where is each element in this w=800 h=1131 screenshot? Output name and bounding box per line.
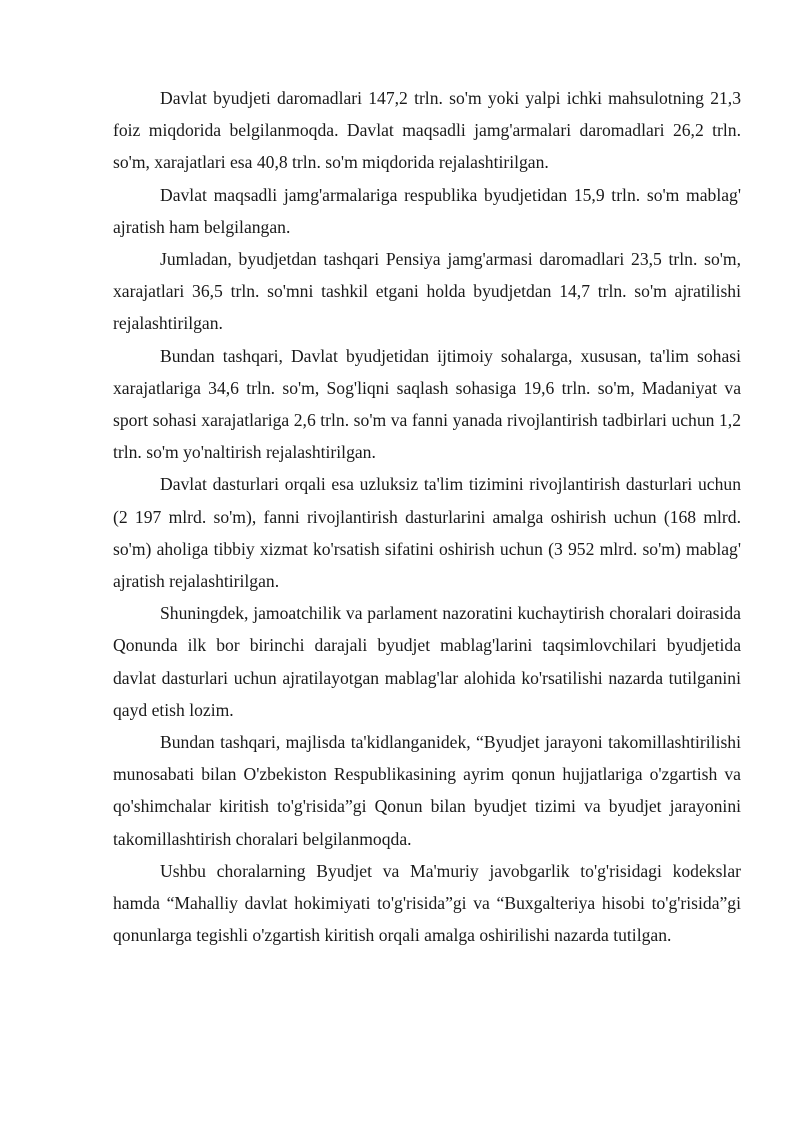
paragraph-social-spending: Bundan tashqari, Davlat byudjetidan ijtimoiy sohalarga, xususan, ta'lim sohasi xarajatlariga 34,6 trln. so'm, Sog'liqni saqlash sohasiga 19,6 trln. so'm, Madaniyat va sport sohasi xarajatlariga 2,6 trln. so'm va fanni yanada rivojlantirish tadbirlari uchun 1,2 trln. so'm yo'naltirish rejalashtirilgan. [113,345,741,463]
paragraph-target-funds: Davlat maqsadli jamg'armalariga respublika byudjetidan 15,9 trln. so'm mablag' ajratish ham belgilangan. [113,184,741,237]
paragraph-state-programs: Davlat dasturlari orqali esa uzluksiz ta'lim tizimini rivojlantirish dasturlari uchun (2 197 mlrd. so'm), fanni rivojlantirish dasturlarini amalga oshirish uchun (168 mlrd. so'm) aholiga tibbiy xizmat ko'rsatish sifatini oshirish uchun (3 952 mlrd. so'm) mablag' ajratish rejalashtirilgan. [113,474,741,592]
paragraph-budget-revenue: Davlat byudjeti daromadlari 147,2 trln. so'm yoki yalpi ichki mahsulotning 21,3 foiz miqdorida belgilanmoqda. Davlat maqsadli jamg'armalari daromadlari 26,2 trln. so'm, xarajatlari esa 40,8 trln. so'm miqdorida rejalashtirilgan. [113,88,741,173]
paragraph-codes-amendments: Ushbu choralarning Byudjet va Ma'muriy javobgarlik to'g'risidagi kodekslar hamda “Mahalliy davlat hokimiyati to'g'risida”gi va “Buxgalteriya hisobi to'g'risida”gi qonunlarga tegishli o'zgartish kiritish orqali amalga oshirilishi nazarda tutilgan. [113,860,741,946]
paragraph-pension-fund: Jumladan, byudjetdan tashqari Pensiya jamg'armasi daromadlari 23,5 trln. so'm, xarajatlari 36,5 trln. so'mni tashkil etgani holda byudjetdan 14,7 trln. so'm ajratilishi rejalashtirilgan. [113,249,741,334]
paragraph-parliament-control: Shuningdek, jamoatchilik va parlament nazoratini kuchaytirish choralari doirasida Qonunda ilk bor birinchi darajali byudjet mablag'larini taqsimlovchilari byudjetida davlat dasturlari uchun ajratilayotgan mablag'lar alohida ko'rsatilishi nazarda tutilganini qayd etish lozim. [113,603,741,720]
paragraph-budget-law: Bundan tashqari, majlisda ta'kidlanganidek, “Byudjet jarayoni takomillashtirilishi munosabati bilan O'zbekiston Respublikasining ayrim qonun hujjatlariga o'zgartish va qo'shimchalar kiritish to'g'risida”gi Qonun bilan byudjet tizimi va byudjet jarayonini takomillashtirish choralari belgilanmoqda. [113,732,741,849]
document-page [113,82,741,951]
